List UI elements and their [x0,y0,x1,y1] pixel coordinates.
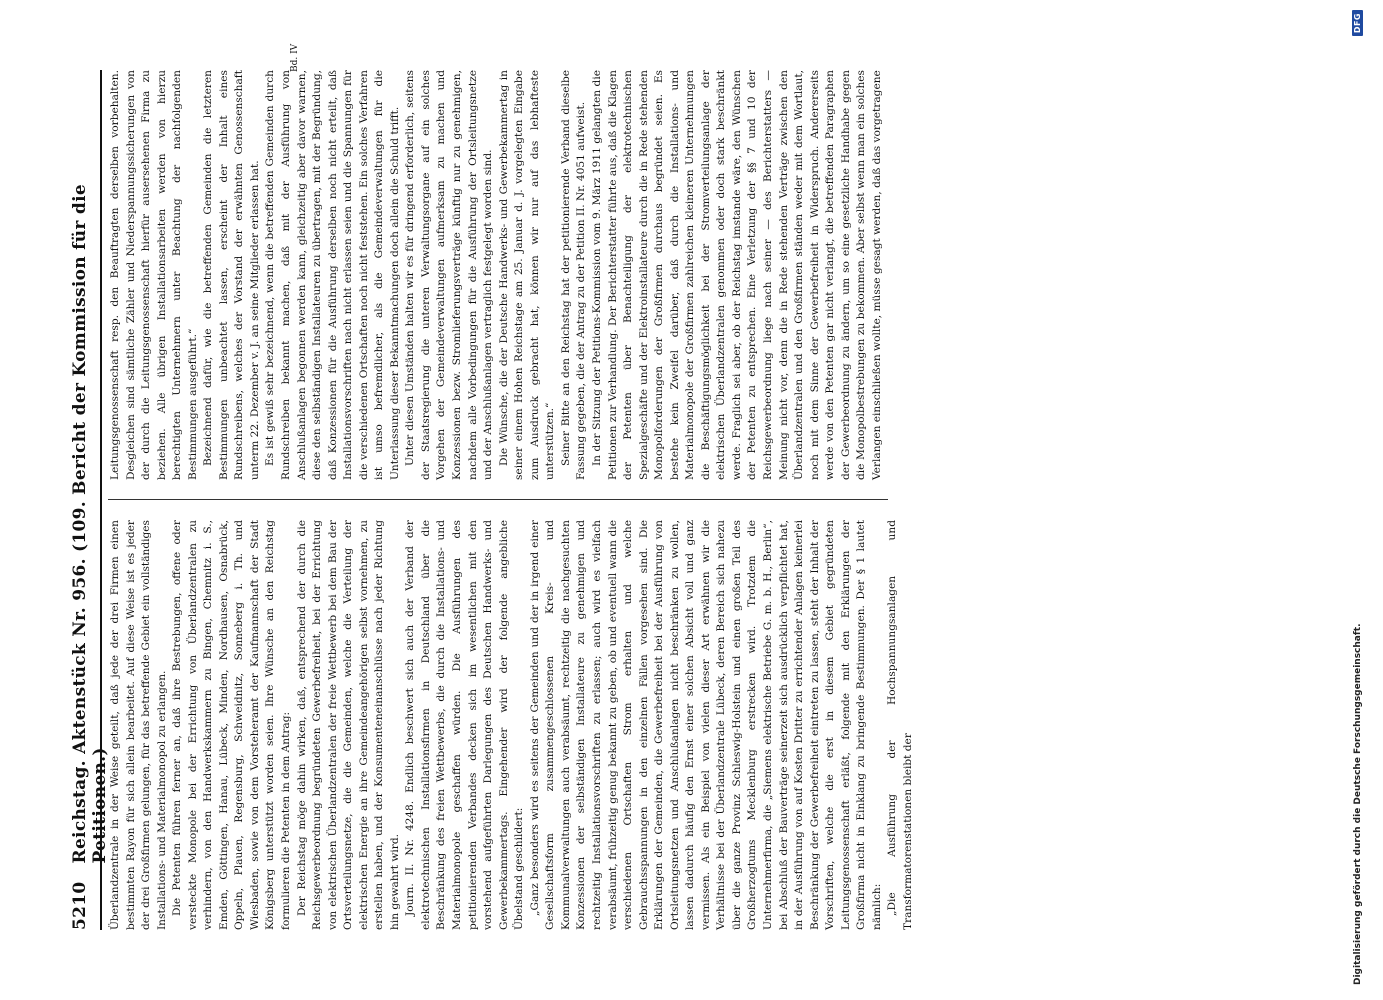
paragraph: „Ganz besonders wird es seitens der Gemeinden und der in irgend einer Gesellschaftsform zusammengeschlossenen Kreis- und Kommunalverwaltungen auch verabsäumt, rechtzeitig die nachgesuchten Konzessionen der selbständigen Installateure zu genehmigen und rechtzeitig Installationsvorschriften zu erlassen; auch wird es vielfach verabsäumt, frühzeitig genug bekannt zu geben, ob und eventuell wann die verschiedenen Ortschaften Strom erhalten und welche Gebrauchsspannungen in den einzelnen Fällen vorgesehen sind. Die Erklärungen der Gemeinden, die Gewerbefreiheit bei der Ausführung von Ortsleitungsnetzen und Anschlußanlagen nicht beschränken zu wollen, lassen dadurch häufig den Ernst einer solchen Absicht voll und ganz vermissen. Als ein Beispiel von vielen dieser Art erwähnen wir die Verhältnisse bei der Überlandzentrale Lübeck, deren Bereich sich nahezu über die ganze Provinz Schleswig-Holstein und einen großen Teil des Großherzogtums Mecklenburg erstrecken wird. Trotzdem die Unternehmerfirma, die „Siemens elektrische Betriebe G. m. b. H., Berlin“, bei Abschluß der Bauverträge seinerzeit sich ausdrücklich verpflichtet hat, in der Ausführung von auf Kosten Dritter zu errichtender Anlagen keinerlei Beschränkung der Gewerbefreiheit eintreten zu lassen, steht der Inhalt der Vorschriften, welche die erst in diesem Gebiet gegründeten Leitungsgenossenschaft erläßt, folgende mit den Erklärungen der Großfirma nicht in Einklang zu bringende Bestimmungen. Der § 1 lautet nämlich: [528,520,883,930]
page-title: Reichstag. Aktenstück Nr. 956. (109. Bericht der Kommission für die Petitionen.) [70,184,110,864]
paragraph: Der Reichstag möge dahin wirken, daß, entsprechend der durch die Reichsgewerbeordnung begründeten Gewerbefreiheit, bei der Errichtung von elektrischen Überlandzentralen der freie Wettbewerb bei dem Bau der Ortsverteilungsnetze, die die Gemeinden, welche die Verteilung der elektrischen Energie an ihre Gemeindeangehörigen selbst vornehmen, zu erstellen haben, und der Konsumenteneinanschlüsse nach jeder Richtung hin gewahrt wird. [295,520,401,930]
paragraph: In der Sitzung der Petitions-Kommission vom 9. März 1911 gelangten die Petitionen zur Verhandlung. Der Berichterstatter führte aus, daß die Klagen der Petenten über Benachteiligung der elektrotechnischen Spezialgeschäfte und der Elektroinstallateure durch die in Rede stehenden Monopolforderungen der Großfirmen durchaus begründet seien. Es bestehe kein Zweifel darüber, daß durch die Installations- und Materialmonopole der Großfirmen zahlreichen kleineren Unternehmungen die Beschäftigungsmöglichkeit bei der Stromverteilungsanlage der elektrischen Überlandzentralen genommen oder doch stark beschränkt werde. Fraglich sei aber, ob der Reichstag imstande wäre, den Wünschen der Petenten zu entsprechen. Eine Verletzung der §§ 7 und 10 der Reichsgewerbeordnung liege nach seiner — des Berichterstatters — Meinung nicht vor, denn die in Rede stehenden Verträge zwischen den Überlandzentralen und den Großfirmen ständen weder mit dem Wortlaut, noch mit dem Sinne der Gewerbefreiheit in Widerspruch. Andererseits werde von den Petenten gar nicht verlangt, die betreffenden Paragraphen der Gewerbeordnung zu ändern, um so eine gesetzliche Handhabe gegen die Monopolbestrebungen zu bekommen. Aber selbst wenn man ein solches Verlangen einschließen wollte, müsse gesagt werden, daß das vorgetragene [590,70,883,480]
paragraph: Die Petenten führen ferner an, daß ihre Bestrebungen, offene oder versteckte Monopole bei der Errichtung von Überlandzentralen zu verhindern, von den Handwerkskammern zu Bingen, Chemnitz i. S., Emden, Göttingen, Hanau, Lübeck, Minden, Nordhausen, Osnabrück, Oppeln, Plauen, Regensburg, Schweidnitz, Sonneberg i. Th. und Wiesbaden, sowie von dem Vorsteheramt der Kaufmannschaft der Stadt Königsberg unterstützt worden seien. Ihre Wünsche an den Reichstag formulieren die Petenten in dem Antrag: [171,520,293,930]
dfg-logo: DFG [1352,10,1363,36]
paragraph: Journ. II. Nr. 4248. Endlich beschwert sich auch der Verband der elektrotechnischen Installationsfirmen in Deutschland über die Beschränkung des freien Wettbewerbs, die durch die Installations- und Materialmonopole geschaffen würden. Die Ausführungen des petitionierenden Verbandes decken sich im wesentlichen mit den vorstehend aufgeführten Darlegungen des Deutschen Handwerks- und Gewerbekammertags. Eingehender wird der folgende angebliche Übelstand geschildert: [404,520,526,930]
paragraph: Leitungsgenossenschaft resp. den Beauftragten derselben vorbehalten. Desgleichen sind sämtliche Zähler und Niederspannungssicherungen von der durch die Leitungsgenossenschaft hierfür ausersehenen Firma zu beziehen. Alle übrigen Installationsarbeiten werden von hierzu berechtigten Unternehmern unter Beachtung der nachfolgenden Bestimmungen ausgeführt.“ [109,70,199,480]
page-number: 5210 [70,881,90,930]
digitization-credit [1352,10,1363,985]
paragraph: Unter diesen Umständen halten wir es für dringend erforderlich, seitens der Staatsregierung die unteren Verwaltungsorgane auf ein solches Vorgehen der Gemeindeverwaltungen aufmerksam zu machen und Konzessionen bezw. Stromlieferungsverträge künftig nur zu genehmigen, nachdem alle Vorbedingungen für die Ausführung der Ortsleitungsnetze und der Anschlußanlagen vertraglich festgelegt worden sind. [404,70,495,480]
right-column [108,70,888,480]
paragraph: Überlandzentrale in der Weise geteilt, daß jede der drei Firmen einen bestimmten Rayon für sich allein bearbeitet. Auf diese Weise ist es jeder der drei Großfirmen gelungen, für das betreffende Gebiet ein vollständiges Installations- und Materialmonopol zu erlangen. [109,520,168,930]
column-divider [108,499,888,500]
margin-note: Bd. IV [290,43,300,72]
paragraph: Die Wünsche, die der Deutsche Handwerks- und Gewerbekammertag in seiner einem Hohen Reichstage am 25. Januar d. J. vorgelegten Eingabe zum Ausdruck gebracht hat, können wir nur auf das lebhafteste unterstützen.“ [497,70,557,480]
header-rule [100,70,102,930]
left-column [108,520,914,930]
credit-text: Digitalisierung gefördert durch die Deutsche Forschungsgemeinschaft. [1352,623,1363,985]
paragraph: „Die Ausführung der Hochspannungsanlagen und Transformatorenstationen bleibt der [886,520,914,930]
rotated-page-content [70,43,1330,930]
page-header [70,70,110,930]
paragraph: Seiner Bitte an den Reichstag hat der petitionierende Verband dieselbe Fassung gegeben, die der Antrag zu der Petition II. Nr. 4051 aufweist. [559,70,588,480]
paragraph: Bezeichnend dafür, wie die betreffenden Gemeinden die letzteren Bestimmungen unbeachtet lassen, erscheint der Inhalt eines Rundschreibens, welches der Vorstand der erwähnten Genossenschaft unterm 22. Dezember v. J. an seine Mitglieder erlassen hat. [202,70,261,480]
paragraph: Es ist gewiß sehr bezeichnend, wenn die betreffenden Gemeinden durch Rundschreiben bekannt machen, daß mit der Ausführung von Anschlußanlagen begonnen werden kann, gleichzeitig aber davor warnen, diese den selbständigen Installateuren zu übertragen, mit der Begründung, daß Konzessionen für die Ausführung derselben noch nicht erteilt, daß Installationsvorschriften nach nicht erlassen seien und die Spannungen für die verschiedenen Ortschaften noch nicht feststehen. Ein solches Verfahren ist umso befremdlicher, als die Gemeindeverwaltungen für die Unterlassung dieser Bekanntmachungen doch allein die Schuld trifft. [264,70,401,480]
